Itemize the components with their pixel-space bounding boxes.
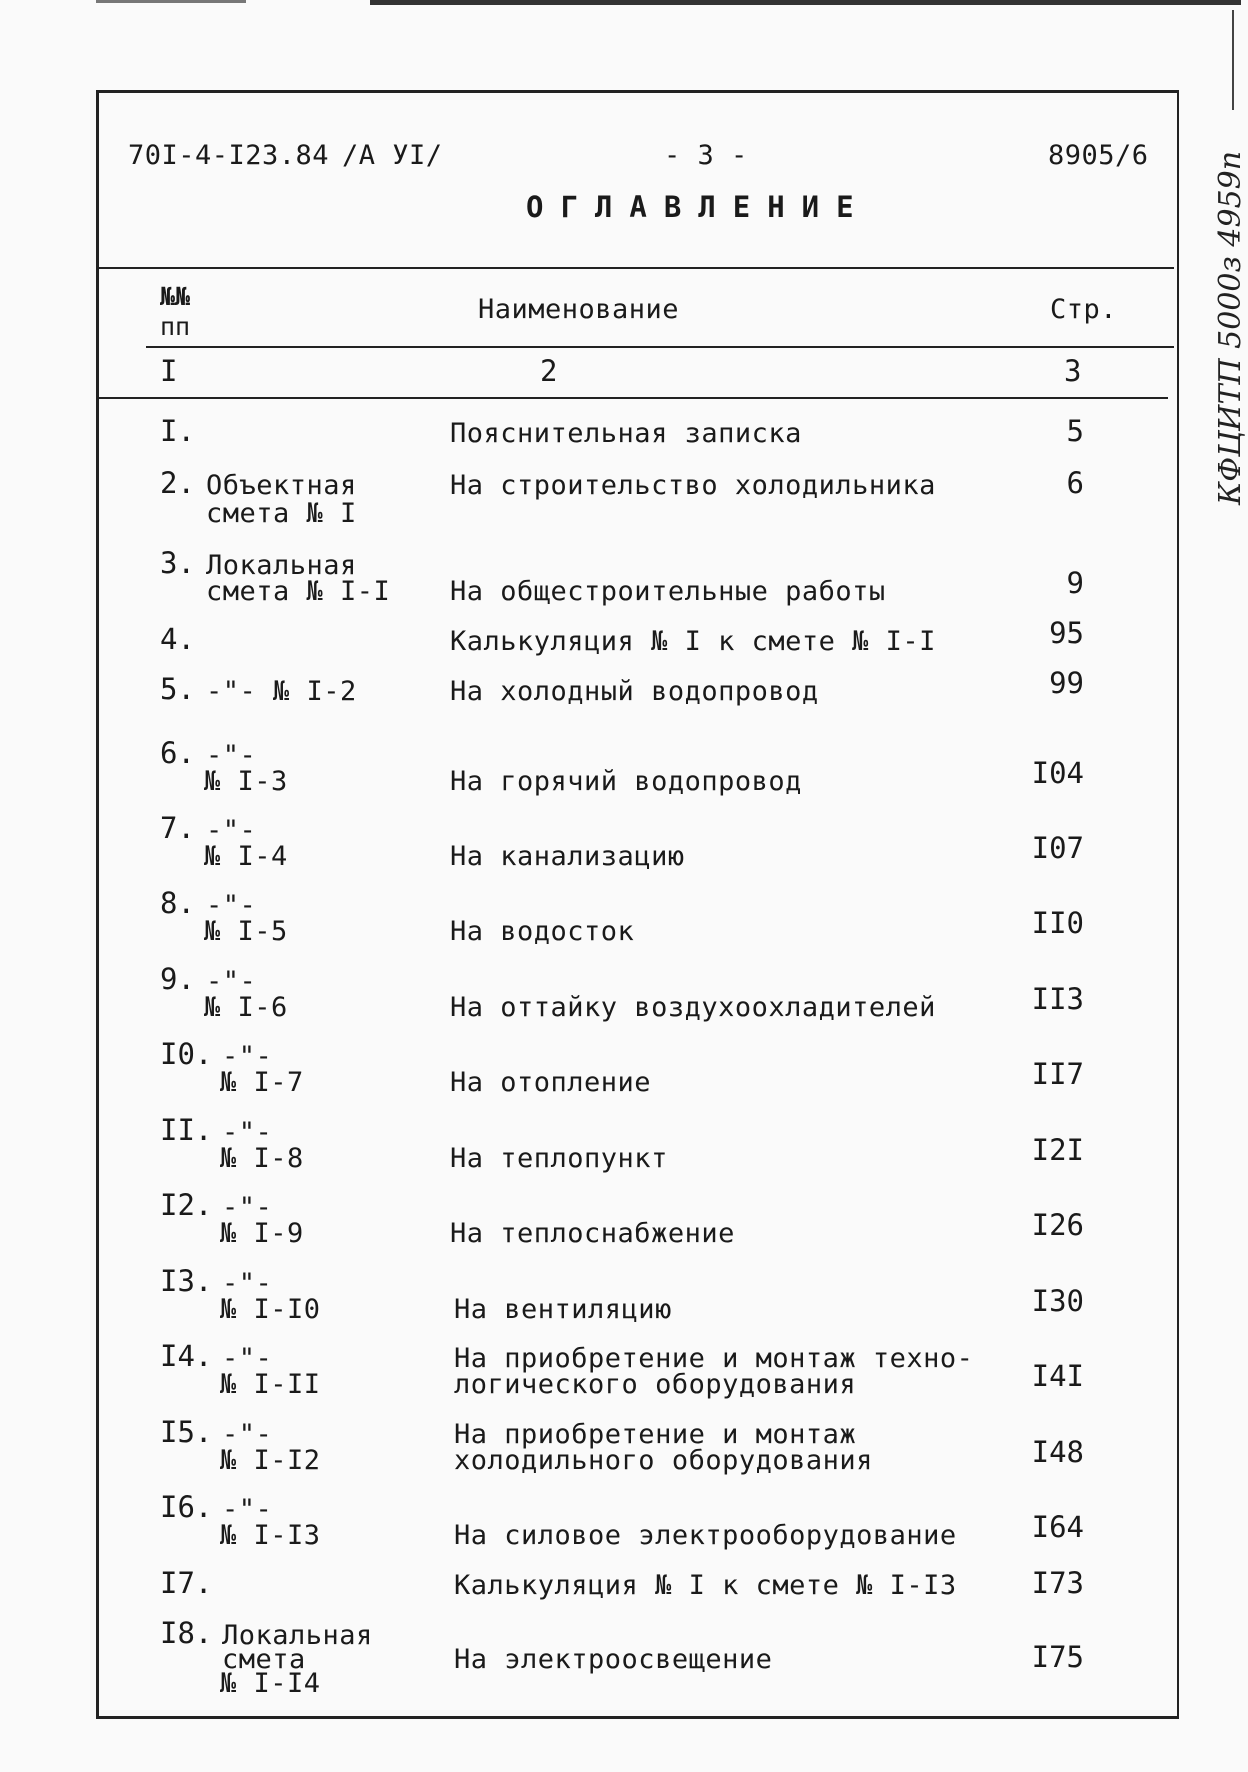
toc-item-page: 95: [1049, 616, 1084, 650]
toc-item-number: 8.: [160, 886, 195, 920]
toc-item-reference: -"-: [222, 1494, 273, 1525]
col-number-header-sub: пп: [160, 312, 191, 341]
toc-item-title: На вентиляцию: [454, 1294, 672, 1325]
toc-item-number: I.: [160, 414, 195, 448]
col-index-2: 2: [540, 354, 558, 388]
toc-item-reference: -"-: [222, 1192, 273, 1223]
toc-item-page: 6: [1066, 466, 1084, 500]
toc-item-number: 3.: [160, 546, 195, 580]
toc-item-title: На теплопункт: [450, 1143, 668, 1174]
toc-item-number: 9.: [160, 962, 195, 996]
col-name-header: Наименование: [478, 294, 680, 325]
toc-item-page: II0: [1031, 906, 1084, 940]
toc-item-page: I73: [1031, 1566, 1084, 1600]
toc-item-number: I2.: [160, 1188, 213, 1222]
toc-item-number: 5.: [160, 672, 195, 706]
toc-item-reference: № I-4: [204, 841, 288, 872]
scan-edge: [370, 0, 1241, 5]
toc-item-number: I5.: [160, 1415, 213, 1449]
toc-item-title: На горячий водопровод: [450, 766, 802, 797]
col-index-3: 3: [1064, 354, 1082, 388]
toc-item-title: На общестроительные работы: [450, 576, 886, 607]
toc-item-reference: -"-: [222, 1343, 273, 1374]
toc-item-reference: № I-7: [220, 1067, 304, 1098]
toc-item-title: Калькуляция № I к смете № I-I3: [454, 1570, 957, 1601]
toc-item-number: I0.: [160, 1037, 213, 1071]
toc-item-page: I07: [1031, 831, 1084, 865]
toc-item-title: На канализацию: [450, 841, 685, 872]
doc-album: /А УI/: [342, 140, 443, 171]
toc-item-reference: № I-I4: [220, 1668, 321, 1699]
toc-item-number: I3.: [160, 1264, 213, 1298]
toc-item-title: Пояснительная записка: [450, 418, 802, 449]
toc-item-page: I48: [1031, 1435, 1084, 1469]
doc-code: 70I-4-I23.84: [128, 140, 330, 171]
toc-item-number: I7.: [160, 1566, 213, 1600]
toc-item-page: I04: [1031, 756, 1084, 790]
toc-item-title: На строительство холодильника: [450, 470, 936, 501]
toc-item-reference: -"- № I-2: [206, 676, 357, 707]
toc-item-title: На электроосвещение: [454, 1644, 773, 1675]
toc-item-page: 99: [1049, 666, 1084, 700]
toc-item-page: I30: [1031, 1284, 1084, 1318]
toc-item-page: I64: [1031, 1510, 1084, 1544]
doc-number: 8905/6: [1048, 140, 1149, 171]
toc-item-title-cont: холодильного оборудования: [454, 1445, 873, 1476]
toc-item-reference: -"-: [222, 1041, 273, 1072]
toc-item-title: На теплоснабжение: [450, 1218, 735, 1249]
toc-item-title: На приобретение и монтаж: [454, 1419, 857, 1450]
toc-item-title: На водосток: [450, 916, 635, 947]
col-index-1: I: [160, 354, 178, 388]
toc-item-reference: № I-3: [204, 766, 288, 797]
toc-item-title: На приобретение и монтаж техно-: [454, 1343, 974, 1374]
divider: [146, 346, 1174, 348]
toc-item-reference: -"-: [206, 966, 257, 997]
toc-item-page: 5: [1066, 414, 1084, 448]
toc-item-reference: смета № I-I: [206, 576, 391, 607]
toc-item-page: II7: [1031, 1057, 1084, 1091]
toc-item-page: I4I: [1031, 1359, 1084, 1393]
toc-item-number: II.: [160, 1113, 213, 1147]
toc-item-page: I75: [1031, 1640, 1084, 1674]
toc-item-reference: № I-6: [204, 992, 288, 1023]
toc-item-page: 9: [1066, 566, 1084, 600]
toc-item-reference: Локальная: [222, 1620, 373, 1651]
toc-item-reference: № I-I3: [220, 1520, 321, 1551]
toc-item-title: На оттайку воздухоохладителей: [450, 992, 936, 1023]
divider: [96, 267, 1174, 269]
col-page-header: Стр.: [1050, 294, 1118, 325]
toc-item-number: 7.: [160, 811, 195, 845]
toc-item-reference: Объектная: [206, 470, 357, 501]
toc-item-reference: -"-: [222, 1268, 273, 1299]
toc-item-title-cont: логического оборудования: [454, 1369, 857, 1400]
toc-item-number: I6.: [160, 1490, 213, 1524]
toc-item-reference: -"-: [206, 740, 257, 771]
toc-item-reference: Локальная: [206, 550, 357, 581]
divider: [96, 397, 1168, 399]
toc-item-reference: смета № I: [206, 498, 357, 529]
toc-item-reference: смета: [222, 1644, 306, 1675]
scan-edge: [96, 0, 246, 3]
margin-stamp: КФЦИТП 5000з 4959п: [1213, 150, 1248, 505]
toc-item-reference: -"-: [206, 815, 257, 846]
toc-item-reference: № I-9: [220, 1218, 304, 1249]
toc-item-number: 2.: [160, 466, 195, 500]
toc-item-page: II3: [1031, 982, 1084, 1016]
toc-item-reference: № I-I2: [220, 1445, 321, 1476]
toc-item-reference: -"-: [206, 890, 257, 921]
toc-item-reference: № I-8: [220, 1143, 304, 1174]
scan-edge: [1232, 10, 1234, 110]
col-number-header: №№: [160, 282, 191, 311]
toc-item-number: I4.: [160, 1339, 213, 1373]
page-title: ОГЛАВЛЕНИЕ: [526, 190, 871, 224]
toc-item-number: 4.: [160, 622, 195, 656]
toc-item-reference: № I-I0: [220, 1294, 321, 1325]
page-number: - 3 -: [664, 140, 748, 171]
toc-item-title: На холодный водопровод: [450, 676, 819, 707]
toc-item-number: 6.: [160, 736, 195, 770]
toc-item-title: На отопление: [450, 1067, 652, 1098]
toc-item-reference: № I-II: [220, 1369, 321, 1400]
toc-item-reference: № I-5: [204, 916, 288, 947]
toc-item-page: I26: [1031, 1208, 1084, 1242]
toc-item-page: I2I: [1031, 1133, 1084, 1167]
toc-item-title: На силовое электрооборудование: [454, 1520, 957, 1551]
toc-item-reference: -"-: [222, 1117, 273, 1148]
toc-item-reference: -"-: [222, 1419, 273, 1450]
toc-item-number: I8.: [160, 1616, 213, 1650]
toc-item-title: Калькуляция № I к смете № I-I: [450, 626, 936, 657]
